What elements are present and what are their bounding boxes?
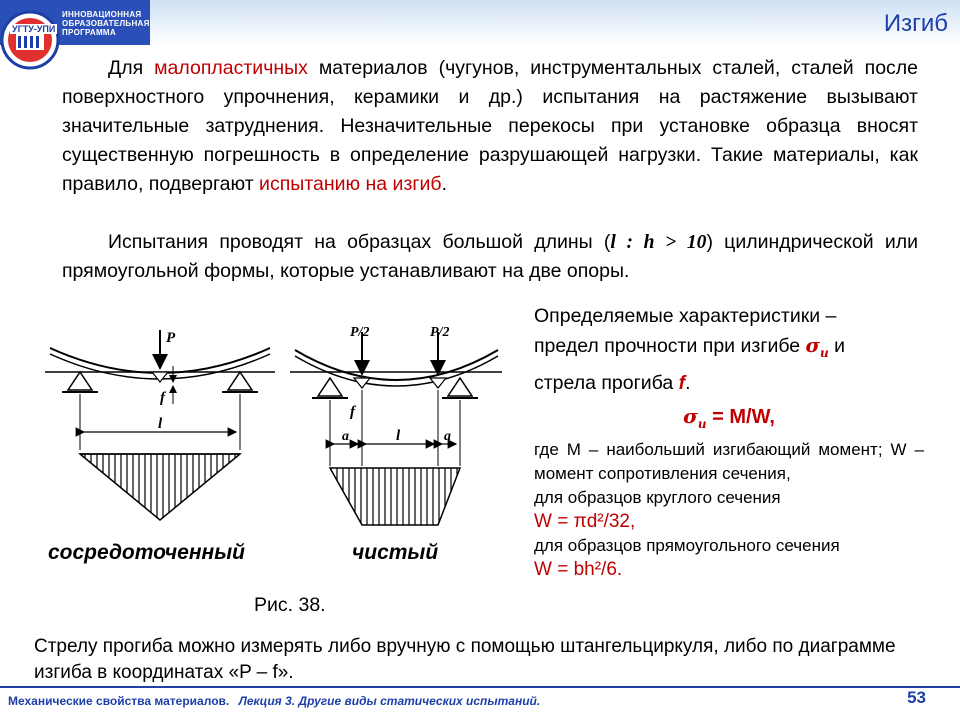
caption-concentrated: сосредоточенный <box>48 541 245 564</box>
figure-number: Рис. 38. <box>254 594 326 616</box>
label-P-half-2: P/2 <box>430 325 450 340</box>
label-P-half-1: P/2 <box>350 325 370 340</box>
label-a-2: a <box>444 429 451 444</box>
paragraph-1: Для малопластичных материалов (чугунов, инструментальных сталей, сталей после поверхностного упрочнения, керамики и др.) испытания на растяжение вызывают значительные затруднения. Незначительные перекосы при установке образца вносят существенную погрешность в определение разрушающей нагрузки. Такие материалы, как правило, подвергают испытанию на изгиб. <box>62 57 919 195</box>
label-l-left: l <box>158 416 163 432</box>
round-section-formula: W = πd²/32, <box>534 511 636 532</box>
term-bend-test: испытанию на изгиб <box>259 173 442 195</box>
footer-course: Механические свойства материалов. <box>8 694 230 708</box>
characteristics-heading: Определяемые характеристики – предел прочности при изгибе $\sigma_и$ и стрела прогиба f. <box>534 305 845 394</box>
strength-formula: $\sigma_и = M/W$, <box>683 404 775 431</box>
ratio-expression: l : h > 10 <box>610 232 707 253</box>
label-f-left: f <box>160 390 165 406</box>
formula-description: где M – наибольший изгибающий момент; W – момент сопротивления сечения, для образцов круглого сечения W = πd²/32, для образцов прямоугольного сечения W = bh²/6. <box>534 440 924 580</box>
label-l-right: l <box>396 428 401 444</box>
logo-mark: УГТУ-УПИ <box>12 24 56 34</box>
label-f-right: f <box>350 404 355 420</box>
round-section-label: для образцов круглого сечения <box>534 488 781 507</box>
page-number: 53 <box>907 688 926 707</box>
footer-lecture: Лекция 3. Другие виды статических испытаний. <box>238 694 541 708</box>
slide-title: Изгиб <box>883 10 948 37</box>
paragraph-2: Испытания проводят на образцах большой длины (l : h > 10) цилиндрической или прямоугольной формы, которые устанавливают на две опоры. <box>62 231 918 282</box>
bottom-note: Стрелу прогиба можно измерять либо вручную с помощью штангельциркуля, либо по диаграмме изгиба в координатах «P – f». <box>34 636 896 683</box>
logo-text: ИННОВАЦИОННАЯ ОБРАЗОВАТЕЛЬНАЯ ПРОГРАММА <box>62 10 150 37</box>
label-a-1: a <box>342 429 349 444</box>
bending-diagrams-figure <box>40 320 520 550</box>
footer-divider <box>0 686 960 688</box>
sigma-symbol: σ <box>805 334 820 357</box>
footer <box>8 694 540 708</box>
term-low-plastic: малопластичных <box>154 57 308 79</box>
caption-pure: чистый <box>352 541 439 564</box>
rect-section-formula: W = bh²/6. <box>534 559 623 580</box>
label-P: P <box>166 330 176 346</box>
rect-section-label: для образцов прямоугольного сечения <box>534 536 840 555</box>
deflection-symbol: f <box>678 371 686 394</box>
